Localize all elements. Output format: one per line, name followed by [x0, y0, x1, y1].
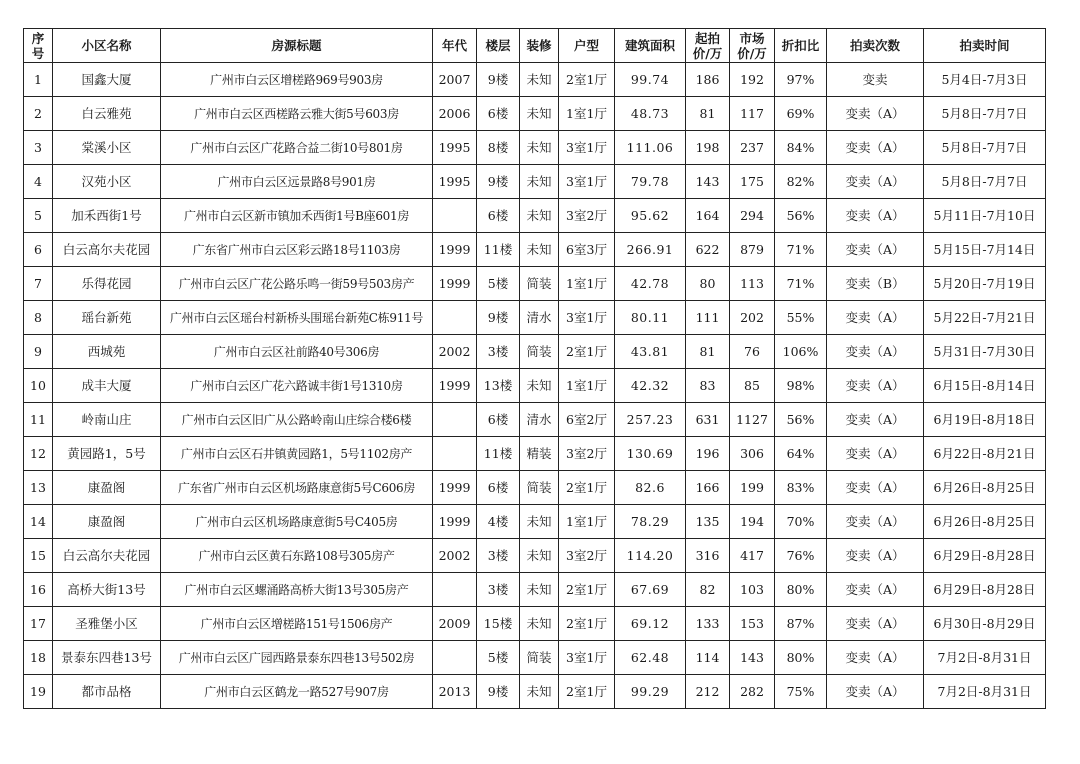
- cell-year-built: 1999: [433, 233, 477, 267]
- cell-year-built: 2002: [433, 539, 477, 573]
- table-row: [24, 97, 1046, 131]
- cell-year-built: 1999: [433, 505, 477, 539]
- cell-market-price: 237: [730, 131, 775, 165]
- cell-listing-title: 广州市白云区机场路康意街5号C405房: [161, 505, 433, 539]
- cell-index: 4: [24, 165, 53, 199]
- cell-floor: 9楼: [477, 63, 520, 97]
- cell-floor-area: 42.32: [615, 369, 686, 403]
- column-header-decoration: 装修: [520, 29, 559, 63]
- cell-listing-title: 广州市白云区远景路8号901房: [161, 165, 433, 199]
- cell-starting-price: 143: [686, 165, 730, 199]
- cell-market-price: 199: [730, 471, 775, 505]
- cell-layout: 2室1厅: [559, 63, 615, 97]
- cell-layout: 1室1厅: [559, 267, 615, 301]
- cell-community-name: 成丰大厦: [53, 369, 161, 403]
- cell-auction-round: 变卖（B）: [827, 267, 924, 301]
- cell-auction-period: 7月2日-8月31日: [924, 675, 1046, 709]
- cell-auction-round: 变卖（A）: [827, 573, 924, 607]
- cell-auction-period: 5月4日-7月3日: [924, 63, 1046, 97]
- cell-floor: 6楼: [477, 97, 520, 131]
- cell-floor: 15楼: [477, 607, 520, 641]
- cell-discount-ratio: 69%: [775, 97, 827, 131]
- cell-auction-round: 变卖（A）: [827, 539, 924, 573]
- cell-community-name: 景泰东四巷13号: [53, 641, 161, 675]
- cell-listing-title: 广州市白云区社前路40号306房: [161, 335, 433, 369]
- cell-auction-period: 5月20日-7月19日: [924, 267, 1046, 301]
- cell-starting-price: 133: [686, 607, 730, 641]
- cell-auction-round: 变卖（A）: [827, 335, 924, 369]
- cell-index: 11: [24, 403, 53, 437]
- cell-starting-price: 82: [686, 573, 730, 607]
- cell-index: 19: [24, 675, 53, 709]
- cell-index: 8: [24, 301, 53, 335]
- cell-floor: 9楼: [477, 675, 520, 709]
- cell-auction-round: 变卖（A）: [827, 607, 924, 641]
- cell-index: 13: [24, 471, 53, 505]
- cell-discount-ratio: 80%: [775, 573, 827, 607]
- cell-discount-ratio: 71%: [775, 233, 827, 267]
- cell-index: 5: [24, 199, 53, 233]
- cell-index: 10: [24, 369, 53, 403]
- table-header: [24, 29, 1046, 63]
- cell-community-name: 康盈阁: [53, 505, 161, 539]
- cell-starting-price: 212: [686, 675, 730, 709]
- cell-community-name: 白云雅苑: [53, 97, 161, 131]
- cell-floor-area: 48.73: [615, 97, 686, 131]
- cell-floor-area: 95.62: [615, 199, 686, 233]
- table-row: [24, 471, 1046, 505]
- cell-floor-area: 80.11: [615, 301, 686, 335]
- cell-decoration: 清水: [520, 403, 559, 437]
- cell-community-name: 汉苑小区: [53, 165, 161, 199]
- cell-floor-area: 130.69: [615, 437, 686, 471]
- cell-index: 18: [24, 641, 53, 675]
- cell-year-built: [433, 301, 477, 335]
- cell-year-built: 1999: [433, 267, 477, 301]
- cell-year-built: [433, 437, 477, 471]
- cell-floor: 9楼: [477, 165, 520, 199]
- cell-floor: 6楼: [477, 403, 520, 437]
- table-row: [24, 403, 1046, 437]
- cell-auction-period: 5月8日-7月7日: [924, 131, 1046, 165]
- cell-starting-price: 111: [686, 301, 730, 335]
- cell-decoration: 未知: [520, 573, 559, 607]
- cell-auction-period: 6月29日-8月28日: [924, 573, 1046, 607]
- cell-auction-period: 5月22日-7月21日: [924, 301, 1046, 335]
- cell-listing-title: 广东省广州市白云区机场路康意街5号C606房: [161, 471, 433, 505]
- cell-layout: 1室1厅: [559, 505, 615, 539]
- cell-index: 15: [24, 539, 53, 573]
- cell-market-price: 417: [730, 539, 775, 573]
- cell-layout: 2室1厅: [559, 675, 615, 709]
- cell-decoration: 未知: [520, 131, 559, 165]
- auction-listing-table: [23, 28, 1046, 709]
- cell-discount-ratio: 82%: [775, 165, 827, 199]
- cell-auction-period: 6月29日-8月28日: [924, 539, 1046, 573]
- cell-decoration: 未知: [520, 233, 559, 267]
- cell-layout: 3室1厅: [559, 165, 615, 199]
- cell-auction-round: 变卖（A）: [827, 165, 924, 199]
- cell-discount-ratio: 71%: [775, 267, 827, 301]
- cell-layout: 6室3厅: [559, 233, 615, 267]
- cell-auction-round: 变卖（A）: [827, 233, 924, 267]
- cell-community-name: 瑶台新苑: [53, 301, 161, 335]
- cell-auction-period: 6月22日-8月21日: [924, 437, 1046, 471]
- cell-layout: 2室1厅: [559, 607, 615, 641]
- cell-floor-area: 99.29: [615, 675, 686, 709]
- column-header-year-built: 年代: [433, 29, 477, 63]
- table-row: [24, 199, 1046, 233]
- cell-auction-period: 6月15日-8月14日: [924, 369, 1046, 403]
- cell-floor-area: 62.48: [615, 641, 686, 675]
- cell-floor: 3楼: [477, 335, 520, 369]
- cell-market-price: 194: [730, 505, 775, 539]
- cell-discount-ratio: 75%: [775, 675, 827, 709]
- cell-discount-ratio: 56%: [775, 403, 827, 437]
- cell-community-name: 高桥大街13号: [53, 573, 161, 607]
- column-header-layout: 户型: [559, 29, 615, 63]
- cell-index: 1: [24, 63, 53, 97]
- cell-discount-ratio: 80%: [775, 641, 827, 675]
- cell-auction-round: 变卖（A）: [827, 471, 924, 505]
- cell-auction-period: 5月8日-7月7日: [924, 97, 1046, 131]
- column-header-market-price: 市场价/万: [730, 29, 775, 63]
- cell-market-price: 76: [730, 335, 775, 369]
- column-header-floor-area: 建筑面积: [615, 29, 686, 63]
- cell-auction-period: 6月26日-8月25日: [924, 471, 1046, 505]
- cell-community-name: 白云高尔夫花园: [53, 233, 161, 267]
- cell-community-name: 加禾西街1号: [53, 199, 161, 233]
- cell-floor-area: 79.78: [615, 165, 686, 199]
- cell-listing-title: 广州市白云区新市镇加禾西街1号B座601房: [161, 199, 433, 233]
- cell-index: 9: [24, 335, 53, 369]
- cell-decoration: 未知: [520, 97, 559, 131]
- cell-market-price: 153: [730, 607, 775, 641]
- cell-community-name: 黄园路1，5号: [53, 437, 161, 471]
- cell-auction-period: 7月2日-8月31日: [924, 641, 1046, 675]
- cell-listing-title: 广州市白云区石井镇黄园路1，5号1102房产: [161, 437, 433, 471]
- cell-starting-price: 135: [686, 505, 730, 539]
- cell-discount-ratio: 76%: [775, 539, 827, 573]
- cell-layout: 2室1厅: [559, 471, 615, 505]
- cell-index: 12: [24, 437, 53, 471]
- cell-floor: 4楼: [477, 505, 520, 539]
- table-row: [24, 301, 1046, 335]
- cell-starting-price: 166: [686, 471, 730, 505]
- cell-market-price: 143: [730, 641, 775, 675]
- cell-floor: 5楼: [477, 641, 520, 675]
- cell-listing-title: 广州市白云区黄石东路108号305房产: [161, 539, 433, 573]
- cell-index: 7: [24, 267, 53, 301]
- cell-decoration: 精装: [520, 437, 559, 471]
- cell-market-price: 175: [730, 165, 775, 199]
- cell-starting-price: 186: [686, 63, 730, 97]
- cell-decoration: 未知: [520, 165, 559, 199]
- cell-index: 3: [24, 131, 53, 165]
- cell-auction-round: 变卖（A）: [827, 675, 924, 709]
- table-row: [24, 233, 1046, 267]
- column-header-floor: 楼层: [477, 29, 520, 63]
- cell-decoration: 未知: [520, 369, 559, 403]
- cell-starting-price: 83: [686, 369, 730, 403]
- cell-decoration: 未知: [520, 63, 559, 97]
- cell-community-name: 乐得花园: [53, 267, 161, 301]
- cell-auction-round: 变卖（A）: [827, 97, 924, 131]
- column-header-index: 序号: [24, 29, 53, 63]
- cell-index: 17: [24, 607, 53, 641]
- column-header-starting-price: 起拍价/万: [686, 29, 730, 63]
- cell-layout: 1室1厅: [559, 97, 615, 131]
- cell-floor: 11楼: [477, 233, 520, 267]
- table-row: [24, 131, 1046, 165]
- cell-year-built: 2007: [433, 63, 477, 97]
- cell-market-price: 306: [730, 437, 775, 471]
- cell-index: 2: [24, 97, 53, 131]
- cell-listing-title: 广州市白云区广花路合益二街10号801房: [161, 131, 433, 165]
- table-row: [24, 369, 1046, 403]
- cell-year-built: 2013: [433, 675, 477, 709]
- table-row: [24, 63, 1046, 97]
- cell-community-name: 白云高尔夫花园: [53, 539, 161, 573]
- cell-year-built: 1999: [433, 369, 477, 403]
- cell-year-built: 1995: [433, 165, 477, 199]
- table-row: [24, 505, 1046, 539]
- cell-floor: 6楼: [477, 199, 520, 233]
- cell-floor: 5楼: [477, 267, 520, 301]
- cell-starting-price: 196: [686, 437, 730, 471]
- cell-community-name: 都市品格: [53, 675, 161, 709]
- cell-floor-area: 43.81: [615, 335, 686, 369]
- table-row: [24, 335, 1046, 369]
- column-header-discount-ratio: 折扣比: [775, 29, 827, 63]
- column-header-auction-period: 拍卖时间: [924, 29, 1046, 63]
- cell-market-price: 202: [730, 301, 775, 335]
- cell-listing-title: 广州市白云区增槎路969号903房: [161, 63, 433, 97]
- cell-auction-period: 5月8日-7月7日: [924, 165, 1046, 199]
- cell-year-built: [433, 641, 477, 675]
- cell-auction-period: 6月26日-8月25日: [924, 505, 1046, 539]
- cell-decoration: 未知: [520, 675, 559, 709]
- cell-market-price: 103: [730, 573, 775, 607]
- cell-auction-period: 6月30日-8月29日: [924, 607, 1046, 641]
- cell-auction-round: 变卖: [827, 63, 924, 97]
- cell-listing-title: 广州市白云区广花六路诚丰街1号1310房: [161, 369, 433, 403]
- table-row: [24, 539, 1046, 573]
- cell-community-name: 康盈阁: [53, 471, 161, 505]
- cell-year-built: 2009: [433, 607, 477, 641]
- table-row: [24, 165, 1046, 199]
- table-row: [24, 437, 1046, 471]
- cell-decoration: 未知: [520, 505, 559, 539]
- cell-floor: 6楼: [477, 471, 520, 505]
- cell-floor: 13楼: [477, 369, 520, 403]
- cell-decoration: 简装: [520, 641, 559, 675]
- cell-community-name: 棠溪小区: [53, 131, 161, 165]
- cell-floor: 11楼: [477, 437, 520, 471]
- header-row: [24, 29, 1046, 63]
- cell-starting-price: 80: [686, 267, 730, 301]
- cell-market-price: 1127: [730, 403, 775, 437]
- cell-auction-round: 变卖（A）: [827, 301, 924, 335]
- cell-listing-title: 广州市白云区广园西路景泰东四巷13号502房: [161, 641, 433, 675]
- table-row: [24, 675, 1046, 709]
- cell-discount-ratio: 98%: [775, 369, 827, 403]
- cell-listing-title: 广东省广州市白云区彩云路18号1103房: [161, 233, 433, 267]
- table-body: [24, 63, 1046, 709]
- cell-auction-period: 5月15日-7月14日: [924, 233, 1046, 267]
- cell-floor: 9楼: [477, 301, 520, 335]
- cell-floor-area: 99.74: [615, 63, 686, 97]
- cell-listing-title: 广州市白云区旧广从公路岭南山庄综合楼6楼: [161, 403, 433, 437]
- cell-layout: 3室2厅: [559, 199, 615, 233]
- cell-floor: 3楼: [477, 573, 520, 607]
- cell-year-built: 2002: [433, 335, 477, 369]
- cell-discount-ratio: 84%: [775, 131, 827, 165]
- cell-starting-price: 164: [686, 199, 730, 233]
- cell-floor-area: 69.12: [615, 607, 686, 641]
- cell-decoration: 简装: [520, 335, 559, 369]
- cell-market-price: 117: [730, 97, 775, 131]
- cell-listing-title: 广州市白云区西槎路云雅大街5号603房: [161, 97, 433, 131]
- cell-auction-round: 变卖（A）: [827, 505, 924, 539]
- cell-auction-period: 5月31日-7月30日: [924, 335, 1046, 369]
- cell-starting-price: 622: [686, 233, 730, 267]
- cell-listing-title: 广州市白云区瑶台村新桥头围瑶台新苑C栋911号: [161, 301, 433, 335]
- cell-index: 6: [24, 233, 53, 267]
- cell-discount-ratio: 87%: [775, 607, 827, 641]
- cell-community-name: 国鑫大厦: [53, 63, 161, 97]
- cell-layout: 6室2厅: [559, 403, 615, 437]
- cell-auction-round: 变卖（A）: [827, 641, 924, 675]
- cell-auction-round: 变卖（A）: [827, 369, 924, 403]
- column-header-community-name: 小区名称: [53, 29, 161, 63]
- cell-auction-round: 变卖（A）: [827, 403, 924, 437]
- cell-floor: 3楼: [477, 539, 520, 573]
- cell-starting-price: 631: [686, 403, 730, 437]
- cell-community-name: 岭南山庄: [53, 403, 161, 437]
- cell-decoration: 简装: [520, 267, 559, 301]
- cell-decoration: 未知: [520, 607, 559, 641]
- cell-year-built: 2006: [433, 97, 477, 131]
- cell-discount-ratio: 83%: [775, 471, 827, 505]
- cell-market-price: 192: [730, 63, 775, 97]
- cell-auction-round: 变卖（A）: [827, 437, 924, 471]
- cell-index: 16: [24, 573, 53, 607]
- cell-decoration: 简装: [520, 471, 559, 505]
- cell-listing-title: 广州市白云区螺涌路高桥大街13号305房产: [161, 573, 433, 607]
- cell-floor-area: 78.29: [615, 505, 686, 539]
- cell-floor-area: 67.69: [615, 573, 686, 607]
- cell-starting-price: 81: [686, 97, 730, 131]
- cell-floor: 8楼: [477, 131, 520, 165]
- cell-decoration: 清水: [520, 301, 559, 335]
- cell-listing-title: 广州市白云区广花公路乐鸣一街59号503房产: [161, 267, 433, 301]
- cell-market-price: 294: [730, 199, 775, 233]
- cell-layout: 3室2厅: [559, 437, 615, 471]
- cell-auction-period: 5月11日-7月10日: [924, 199, 1046, 233]
- cell-index: 14: [24, 505, 53, 539]
- cell-year-built: 1999: [433, 471, 477, 505]
- table-row: [24, 573, 1046, 607]
- column-header-auction-round: 拍卖次数: [827, 29, 924, 63]
- cell-discount-ratio: 106%: [775, 335, 827, 369]
- table-row: [24, 641, 1046, 675]
- cell-starting-price: 198: [686, 131, 730, 165]
- cell-year-built: [433, 403, 477, 437]
- cell-market-price: 879: [730, 233, 775, 267]
- cell-year-built: 1995: [433, 131, 477, 165]
- cell-layout: 2室1厅: [559, 335, 615, 369]
- cell-layout: 1室1厅: [559, 369, 615, 403]
- cell-decoration: 未知: [520, 199, 559, 233]
- cell-auction-round: 变卖（A）: [827, 199, 924, 233]
- cell-listing-title: 广州市白云区增槎路151号1506房产: [161, 607, 433, 641]
- cell-auction-period: 6月19日-8月18日: [924, 403, 1046, 437]
- cell-floor-area: 82.6: [615, 471, 686, 505]
- cell-market-price: 282: [730, 675, 775, 709]
- cell-discount-ratio: 70%: [775, 505, 827, 539]
- cell-discount-ratio: 64%: [775, 437, 827, 471]
- cell-floor-area: 257.23: [615, 403, 686, 437]
- cell-layout: 3室2厅: [559, 539, 615, 573]
- cell-starting-price: 114: [686, 641, 730, 675]
- cell-floor-area: 266.91: [615, 233, 686, 267]
- cell-starting-price: 316: [686, 539, 730, 573]
- cell-community-name: 西城苑: [53, 335, 161, 369]
- cell-discount-ratio: 56%: [775, 199, 827, 233]
- cell-listing-title: 广州市白云区鹤龙一路527号907房: [161, 675, 433, 709]
- column-header-listing-title: 房源标题: [161, 29, 433, 63]
- cell-starting-price: 81: [686, 335, 730, 369]
- cell-discount-ratio: 97%: [775, 63, 827, 97]
- cell-market-price: 85: [730, 369, 775, 403]
- cell-layout: 2室1厅: [559, 573, 615, 607]
- cell-year-built: [433, 573, 477, 607]
- cell-layout: 3室1厅: [559, 641, 615, 675]
- table-row: [24, 267, 1046, 301]
- cell-floor-area: 114.20: [615, 539, 686, 573]
- cell-floor-area: 111.06: [615, 131, 686, 165]
- cell-decoration: 未知: [520, 539, 559, 573]
- cell-layout: 3室1厅: [559, 131, 615, 165]
- cell-community-name: 圣雅堡小区: [53, 607, 161, 641]
- cell-market-price: 113: [730, 267, 775, 301]
- cell-year-built: [433, 199, 477, 233]
- table-row: [24, 607, 1046, 641]
- cell-layout: 3室1厅: [559, 301, 615, 335]
- cell-floor-area: 42.78: [615, 267, 686, 301]
- cell-auction-round: 变卖（A）: [827, 131, 924, 165]
- cell-discount-ratio: 55%: [775, 301, 827, 335]
